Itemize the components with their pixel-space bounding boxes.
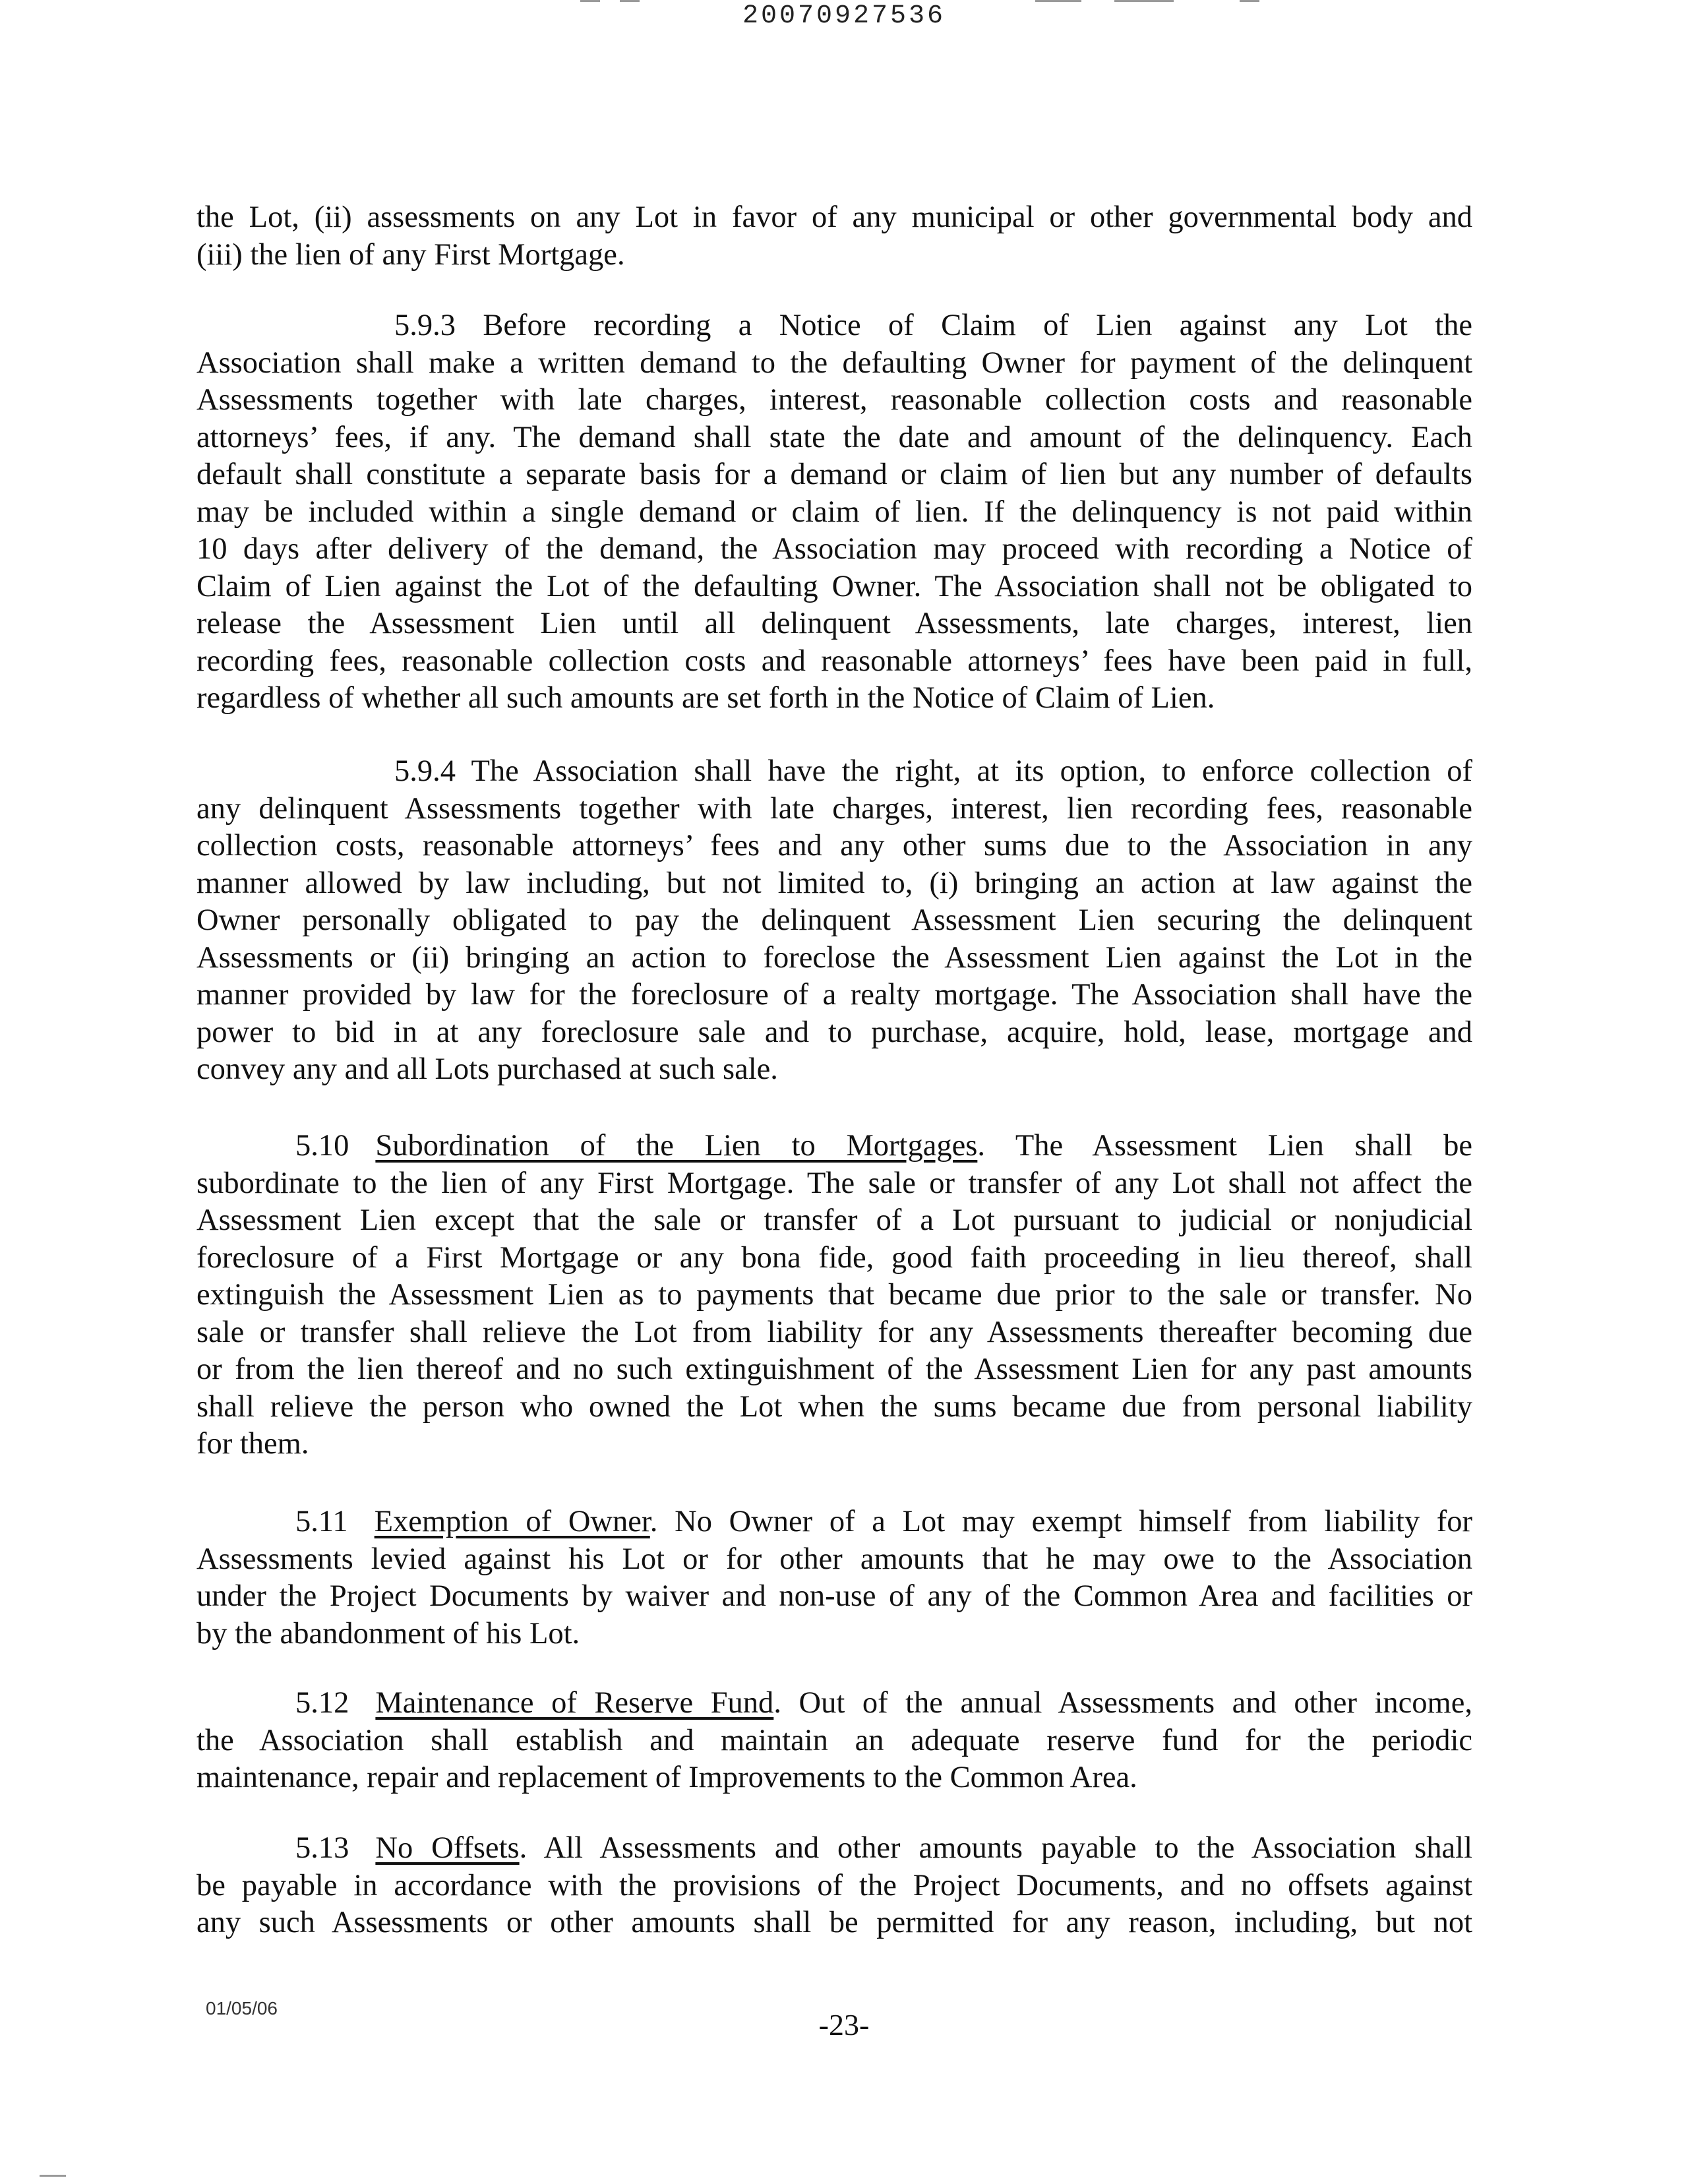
- scan-mark: [40, 2175, 66, 2177]
- section-number: 5.10: [295, 1129, 349, 1163]
- text-line: manner provided by law for the foreclosure of a realty mortgage. The Association shall have the: [196, 978, 1472, 1012]
- text-line: be payable in accordance with the provisions of the Project Documents, and no offsets against: [196, 1868, 1472, 1902]
- text-line: any such Assessments or other amounts shall be permitted for any reason, including, but not: [196, 1906, 1472, 1939]
- section-first-line: [196, 1830, 1472, 1867]
- text-line: subordinate to the lien of any First Mortgage. The sale or transfer of any Lot shall not affect the: [196, 1166, 1472, 1200]
- text-line: shall relieve the person who owned the Lot when the sums became due from personal liability: [196, 1389, 1472, 1424]
- paragraph-continuation: [196, 199, 1472, 274]
- text-line: Assessments levied against his Lot or for other amounts that he may owe to the Association: [196, 1542, 1472, 1576]
- text-line: manner allowed by law including, but not limited to, (i) bringing an action at law against the: [196, 866, 1472, 900]
- document-number: 20070927536: [742, 1, 946, 31]
- paragraph-5-9-4: [196, 753, 1472, 1089]
- text-line: (iii) the lien of any First Mortgage.: [196, 237, 625, 272]
- text-line: for them.: [196, 1427, 309, 1461]
- text-line: default shall constitute a separate basis for a demand or claim of lien but any number of defaults: [196, 458, 1472, 491]
- section-heading: Exemption of Owner: [374, 1505, 650, 1538]
- text-line: extinguish the Assessment Lien as to payments that became due prior to the sale or transfer. No: [196, 1278, 1472, 1312]
- section-first-line-text: . No Owner of a Lot may exempt himself from liability for: [649, 1505, 1472, 1538]
- text-line: maintenance, repair and replacement of Improvements to the Common Area.: [196, 1761, 1137, 1794]
- text-line: regardless of whether all such amounts are set forth in the Notice of Claim of Lien.: [196, 681, 1215, 715]
- section-5-13: [196, 1830, 1472, 1942]
- section-first-line-text: . All Assessments and other amounts payable to the Association shall: [519, 1831, 1472, 1865]
- text-line: Owner personally obligated to pay the delinquent Assessment Lien securing the delinquent: [196, 903, 1472, 937]
- text-line: by the abandonment of his Lot.: [196, 1616, 580, 1651]
- section-heading: Subordination of the Lien to Mortgages: [375, 1129, 978, 1163]
- text-line: the Lot, (ii) assessments on any Lot in favor of any municipal or other governmental body and: [196, 200, 1472, 234]
- text-line: Assessment Lien except that the sale or transfer of a Lot pursuant to judicial or nonjudicial: [196, 1203, 1472, 1237]
- section-number: 5.13: [295, 1831, 349, 1865]
- section-5-12: [196, 1685, 1472, 1797]
- paragraph-5-9-3: [196, 307, 1472, 717]
- text-line: convey any and all Lots purchased at such sale.: [196, 1052, 778, 1086]
- text-line: power to bid in at any foreclosure sale and to purchase, acquire, hold, lease, mortgage and: [196, 1015, 1472, 1049]
- section-first-line: [196, 1503, 1472, 1541]
- text-line: recording fees, reasonable collection costs and reasonable attorneys’ fees have been paid in full,: [196, 644, 1472, 678]
- text-line: Association shall make a written demand to the defaulting Owner for payment of the delinquent: [196, 346, 1472, 380]
- section-5-11: [196, 1503, 1472, 1653]
- section-number: 5.11: [295, 1505, 348, 1538]
- text-line: 5.9.3 Before recording a Notice of Claim of Lien against any Lot the: [394, 309, 1472, 342]
- text-line: release the Assessment Lien until all delinquent Assessments, late charges, interest, lien: [196, 607, 1472, 640]
- section-heading: No Offsets: [375, 1831, 520, 1865]
- section-heading: Maintenance of Reserve Fund: [375, 1686, 774, 1720]
- section-first-line: [196, 1685, 1472, 1722]
- text-line: collection costs, reasonable attorneys’ fees and any other sums due to the Association in any: [196, 829, 1472, 863]
- section-first-line: [196, 1128, 1472, 1165]
- section-first-line-text: . The Assessment Lien shall be: [977, 1129, 1472, 1163]
- text-line: any delinquent Assessments together with late charges, interest, lien recording fees, reasonable: [196, 791, 1472, 826]
- text-line: attorneys’ fees, if any. The demand shall state the date and amount of the delinquency. Each: [196, 420, 1472, 454]
- text-line: sale or transfer shall relieve the Lot from liability for any Assessments thereafter becoming due: [196, 1315, 1472, 1349]
- text-line: Assessments or (ii) bringing an action to foreclose the Assessment Lien against the Lot in the: [196, 940, 1472, 975]
- text-line: 5.9.4 The Association shall have the right, at its option, to enforce collection of: [394, 754, 1472, 788]
- section-number: 5.12: [295, 1686, 349, 1720]
- text-line: foreclosure of a First Mortgage or any bona fide, good faith proceeding in lieu thereof, shall: [196, 1240, 1472, 1275]
- text-line: under the Project Documents by waiver and non-use of any of the Common Area and facilities or: [196, 1579, 1472, 1613]
- text-line: may be included within a single demand or claim of lien. If the delinquency is not paid within: [196, 495, 1472, 529]
- section-first-line-text: . Out of the annual Assessments and other income,: [773, 1686, 1472, 1720]
- footer-date: 01/05/06: [206, 1998, 278, 2018]
- text-line: or from the lien thereof and no such extinguishment of the Assessment Lien for any past amounts: [196, 1352, 1472, 1386]
- page-number: -23-: [818, 2008, 870, 2042]
- text-line: Claim of Lien against the Lot of the defaulting Owner. The Association shall not be obligated to: [196, 569, 1472, 603]
- text-line: the Association shall establish and maintain an adequate reserve fund for the periodic: [196, 1723, 1472, 1757]
- section-5-10: [196, 1128, 1472, 1463]
- text-line: Assessments together with late charges, interest, reasonable collection costs and reasonable: [196, 383, 1472, 417]
- text-line: 10 days after delivery of the demand, the Association may proceed with recording a Notice of: [196, 532, 1472, 566]
